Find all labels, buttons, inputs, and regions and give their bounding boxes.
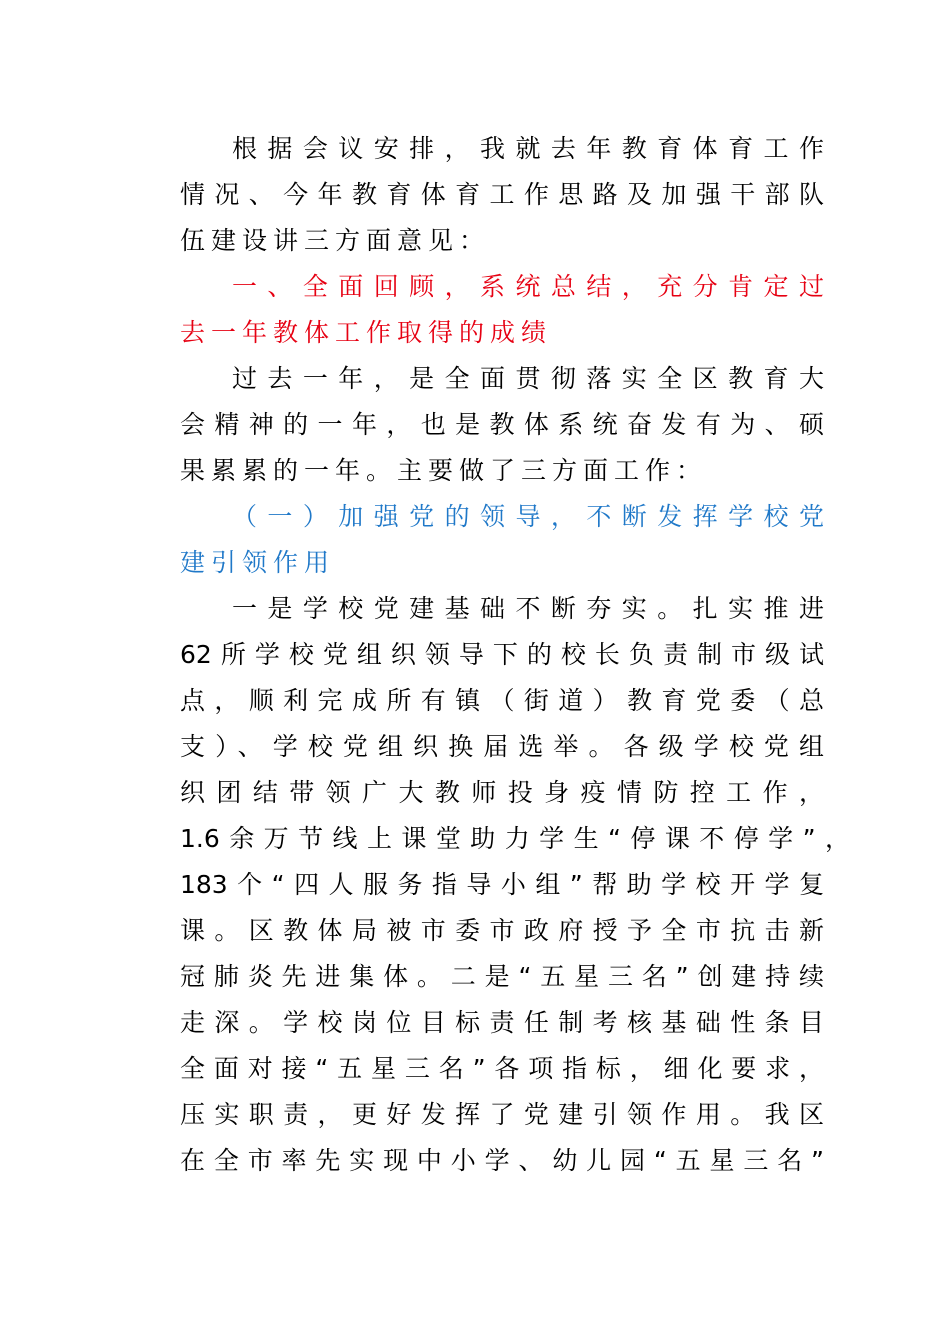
- paragraph-3-line-8: 课。区教体局被市委市政府授予全市抗击新: [180, 916, 824, 945]
- paragraph-3-line-6: 1.6余万节线上课堂助力学生“停课不停学”，: [180, 824, 850, 853]
- paragraph-3-line-2: 62所学校党组织领导下的校长负责制市级试: [180, 640, 824, 669]
- paragraph-1-line-2: 情况、今年教育体育工作思路及加强干部队: [180, 180, 824, 209]
- paragraph-3-line-9: 冠肺炎先进集体。二是“五星三名”创建持续: [180, 962, 824, 991]
- heading-1-line-1: 一、全面回顾，系统总结，充分肯定过: [232, 272, 824, 301]
- paragraph-3-line-3: 点，顺利完成所有镇（街道）教育党委（总: [180, 686, 824, 715]
- paragraph-2-line-1: 过去一年，是全面贯彻落实全区教育大: [232, 364, 824, 393]
- paragraph-1-line-1: 根据会议安排，我就去年教育体育工作: [232, 134, 824, 163]
- paragraph-2-line-2: 会精神的一年，也是教体系统奋发有为、硕: [180, 410, 824, 439]
- paragraph-3-line-11: 全面对接“五星三名”各项指标，细化要求，: [180, 1054, 824, 1083]
- paragraph-3-line-4: 支）、学校党组织换届选举。各级学校党组: [180, 732, 824, 761]
- paragraph-3-line-7: 183个“四人服务指导小组”帮助学校开学复: [180, 870, 824, 899]
- paragraph-3-line-10: 走深。学校岗位目标责任制考核基础性条目: [180, 1008, 824, 1037]
- heading-2-line-2: 建引领作用: [180, 548, 336, 577]
- paragraph-3-line-5: 织团结带领广大教师投身疫情防控工作，: [180, 778, 824, 807]
- heading-2-line-1: （一）加强党的领导，不断发挥学校党: [232, 502, 824, 531]
- paragraph-1-line-3: 伍建设讲三方面意见：: [180, 226, 491, 255]
- paragraph-2-line-3: 果累累的一年。主要做了三方面工作：: [180, 456, 708, 485]
- paragraph-3-line-13: 在全市率先实现中小学、幼儿园“五星三名”: [180, 1146, 824, 1175]
- paragraph-3-line-12: 压实职责，更好发挥了党建引领作用。我区: [180, 1100, 824, 1129]
- paragraph-3-line-1: 一是学校党建基础不断夯实。扎实推进: [232, 594, 824, 623]
- heading-1-line-2: 去一年教体工作取得的成绩: [180, 318, 553, 347]
